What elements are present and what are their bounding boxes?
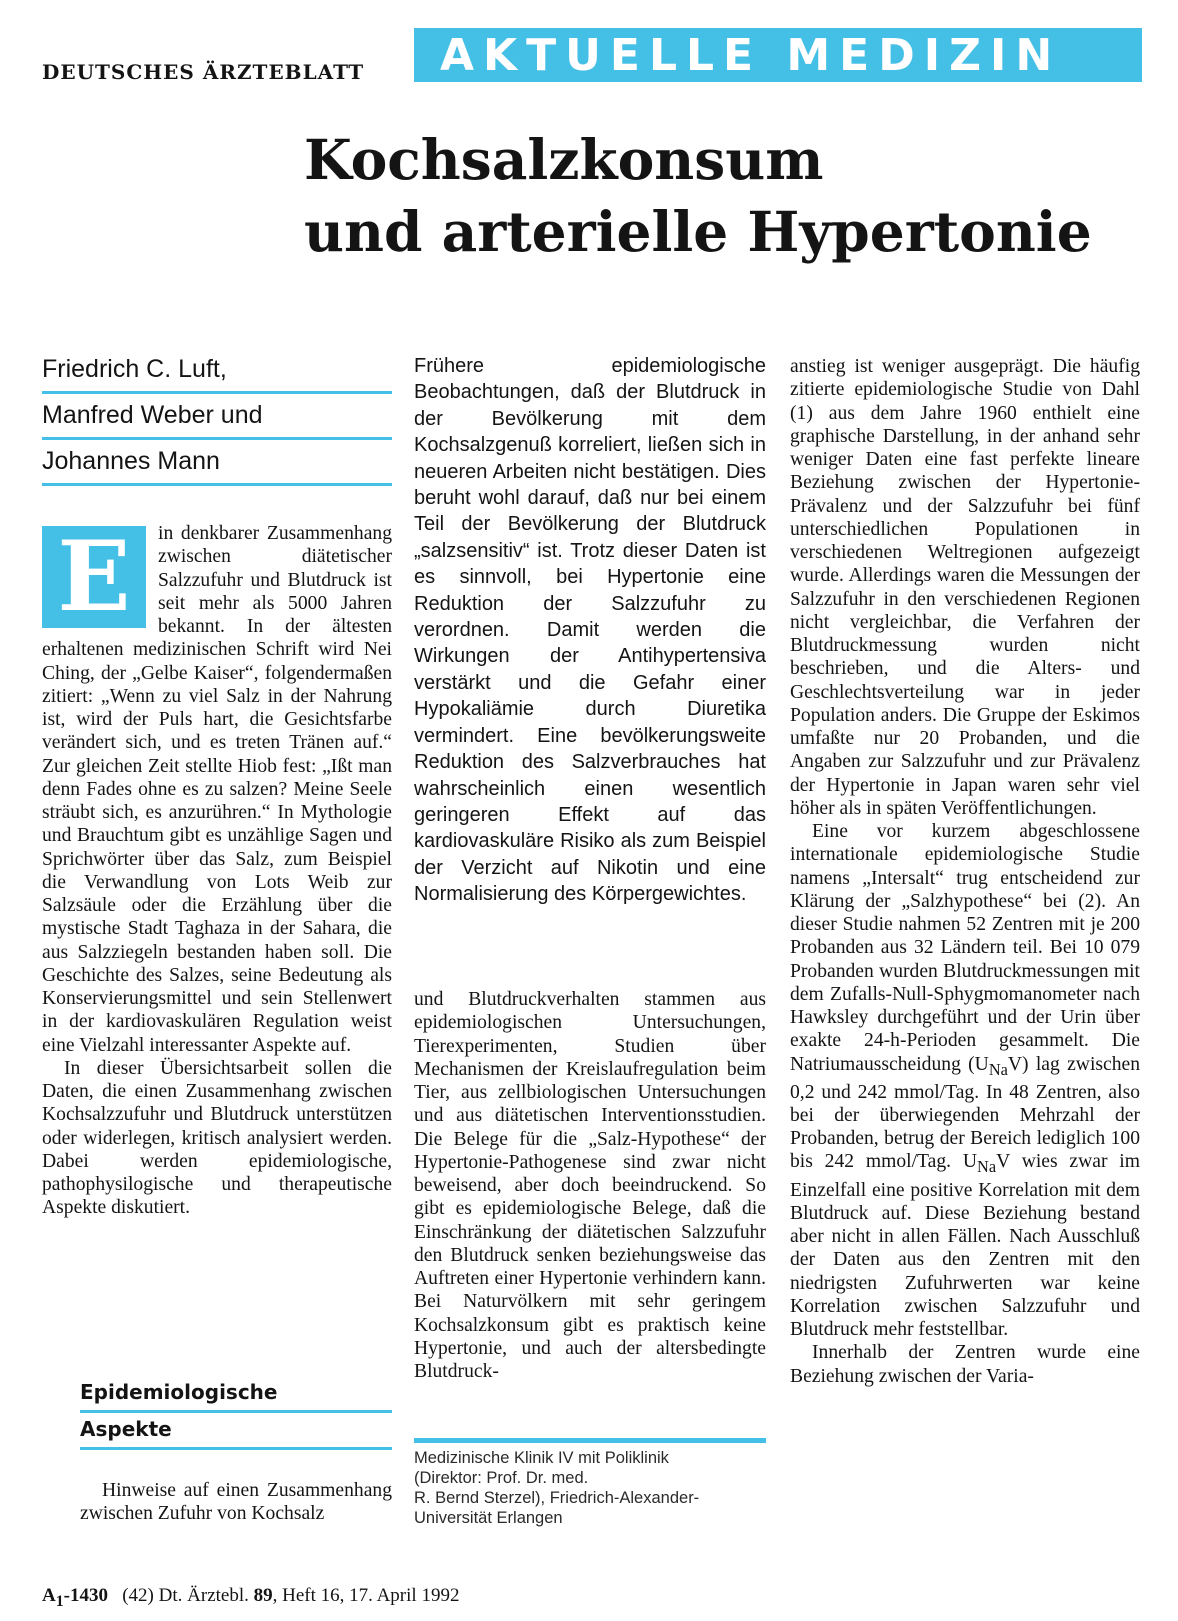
drop-cap: E xyxy=(42,526,146,628)
intro-paragraph: in denkbarer Zusammenhang zwischen diätetischer Salzzufuhr und Blutdruck ist seit mehr als 5000 Jahren bekannt. In der ältesten erhaltenen medizinischen Schrift wird Nei Ching, der „Gelbe Kaiser“, folgendermaßen zitiert: „Wenn zu viel Salz in der Nahrung ist, wird der Puls hart, die Gesichtsfarbe verändert sich, und es treten Tränen auf.“ Zur gleichen Zeit stellte Hiob fest: „Ißt man denn Fades ohne es zu salzen? Meine Seele sträubt sich, es anzurühren.“ In Mythologie und Brauchtum gibt es unzählige Sagen und Sprichwörter über das Salz, zum Beispiel die Verwandlung von Lots Weib zur Salzsäule oder die Erzählung über die mystische Stadt Taghaza in der Sahara, die aus Salzziegeln bestanden haben soll. Die Geschichte des Salzes, seine Bedeutung als Konservierungsmittel und sein Stellenwert in der kardiovaskulären Regulation weist eine Vielzahl interessanter Aspekte auf. xyxy=(42,523,392,1056)
volume: 89 xyxy=(253,1585,273,1606)
column-1 xyxy=(42,522,392,1220)
subscript: Na xyxy=(988,1059,1008,1079)
body-paragraph: und Blutdruckverhalten stammen aus epidemiologischen Untersuchungen, Tierexperimenten, Studien über Mechanismen der Kreislaufregulation beim Tier, aus zellbiologischen Untersuchungen und aus diätetischen Interventionsstudien. Die Belege für die „Salz-Hypothese“ der Hypertonie-Pathogenese sind zwar nicht beweisend, aber doch beeindruckend. So gibt es epidemiologische Belege, daß die Einschränkung der diätetischen Salzzufuhr den Blutdruck senken beziehungsweise das Auftreten einer Hypertonie verhindern kann. Bei Naturvölkern mit sehr geringem Kochsalzkonsum gibt es praktisch keine Hypertonie, und auch der altersbedingte Blutdruck- xyxy=(414,989,766,1382)
overview-paragraph: In dieser Übersichtsarbeit sollen die Daten, die einen Zusammenhang zwischen Kochsalzzufuhr und Blutdruck unterstützen oder widerlegen, kritisch analysiert werden. Dabei werden epidemiologische, pathophysilogische und therapeutische Aspekte diskutiert. xyxy=(42,1057,392,1219)
column-3 xyxy=(790,355,1140,1388)
body-paragraph: anstieg ist weniger ausgeprägt. Die häufig zitierte epidemiologische Studie von Dahl (1) aus dem Jahre 1960 enthielt eine graphische Darstellung, in der anhand sehr weniger Daten eine fast perfekte lineare Beziehung zwischen der Hypertonie-Prävalenz und der Salzzufuhr bei fünf unterschiedlichen Populationen in verschiedenen Weltregionen aufgezeigt wurde. Allerdings waren die Messungen der Salzzufuhr in den verschiedenen Regionen nicht vergleichbar, die Verfahren der Blutdruckmessung wurden nicht beschrieben, und die Alters- und Geschlechtsverteilung war in jeder Population anders. Die Gruppe der Eskimos umfaßte nur 20 Probanden, und die Angaben zur Salzzufuhr und zur Prävalenz der Hypertonie in Japan waren sehr viel höher als in späten Veröffentlichungen. xyxy=(790,356,1140,819)
title-line-2: und arterielle Hypertonie xyxy=(304,199,1092,264)
affiliation-line: Medizinische Klinik IV mit Poliklinik xyxy=(414,1449,669,1467)
body-paragraph: Innerhalb der Zentren wurde eine Beziehung zwischen der Varia- xyxy=(790,1342,1140,1387)
title-line-1: Kochsalzkonsum xyxy=(304,127,824,192)
text-segment: V) lag zwischen 0,2 und 242 mmol/Tag. In 48 Zentren, also bei der überwiegenden Mehrzahl der Probanden, betrug der Bereich lediglich 100 bis 242 mmol/Tag. U xyxy=(790,1053,1141,1173)
author-name: Johannes Mann xyxy=(42,444,392,486)
page-footer xyxy=(42,1585,459,1611)
affiliation-line: Universität Erlangen xyxy=(414,1509,563,1527)
journal-abbr: Dt. Ärztebl. xyxy=(158,1585,249,1606)
page-ref: $A_1-1430$ xyxy=(42,1585,108,1610)
affiliation-line: (Direktor: Prof. Dr. med. xyxy=(414,1469,589,1487)
author-name: Friedrich C. Luft, xyxy=(42,352,392,394)
intersalt-paragraph xyxy=(790,820,1140,1341)
local-page: (42) xyxy=(122,1585,154,1606)
issue-date: , Heft 16, 17. April 1992 xyxy=(272,1585,460,1606)
subscript: Na xyxy=(977,1157,997,1177)
article-title xyxy=(304,124,1092,268)
column-2 xyxy=(414,988,766,1383)
author-list xyxy=(42,352,392,490)
abstract-text: Frühere epidemiologische Beobachtungen, daß der Blutdruck in der Bevölkerung mit dem Kochsalzgenuß korreliert, ließen sich in neueren Arbeiten nicht bestätigen. Dies beruht wohl darauf, daß nur bei einem Teil der Bevölkerung der Blutdruck „salzsensitiv“ ist. Trotz dieser Daten ist es sinnvoll, bei Hypertonie eine Reduktion der Salzzufuhr zu verordnen. Damit werden die Wirkungen der Antihypertensiva verstärkt und die Gefahr einer Hypokaliämie durch Diuretika vermindert. Eine bevölkerungsweite Reduktion des Salzverbrauches hat wahrscheinlich einen wesentlich geringeren Effekt auf das kardiovaskuläre Risiko als zum Beispiel der Verzicht auf Nikotin und eine Normalisierung des Körpergewichtes. xyxy=(414,355,766,906)
section-heading-line: Aspekte xyxy=(80,1415,392,1450)
affiliation-divider xyxy=(414,1438,766,1443)
text-segment: V wies zwar im Einzelfall eine positive Korrelation mit dem Blutdruck auf. Diese Beziehung bestand aber nicht in allen Fällen. Nach Ausschluß der Daten aus den Zentren mit den niedrigsten Zufuhrwerten war keine Korrelation zwischen Salzzufuhr und Blutdruck mehr feststellbar. xyxy=(790,1151,1140,1341)
affiliation-line: R. Bernd Sterzel), Friedrich-Alexander- xyxy=(414,1489,700,1507)
section-heading xyxy=(80,1378,392,1452)
section-banner-label: AKTUELLE MEDIZIN xyxy=(440,30,1062,81)
body-paragraph: Hinweise auf einen Zusammenhang zwischen Zufuhr von Kochsalz xyxy=(80,1480,392,1525)
author-name: Manfred Weber und xyxy=(42,398,392,440)
journal-masthead: DEUTSCHES ÄRZTEBLATT xyxy=(42,60,365,84)
section-heading-line: Epidemiologische xyxy=(80,1378,392,1413)
abstract xyxy=(414,353,766,908)
column-1-continued xyxy=(80,1479,392,1526)
affiliation xyxy=(414,1448,766,1528)
section-banner xyxy=(414,28,1142,82)
text-segment: Eine vor kurzem abgeschlossene internationale epidemiologische Studie namens „Intersalt“ trug entscheidend zur Klärung der „Salzhypothese“ bei (2). An dieser Studie nahmen 52 Zentren mit je 200 Probanden aus 32 Ländern teil. Bei 10 079 Probanden wurden Blutdruckmessungen mit dem Zufalls-Null-Sphygmomanometer nach Hawksley durchgeführt und der Urin über exakte 24-h-Perioden gesammelt. Die Natriumausscheidung (U xyxy=(790,821,1140,1075)
